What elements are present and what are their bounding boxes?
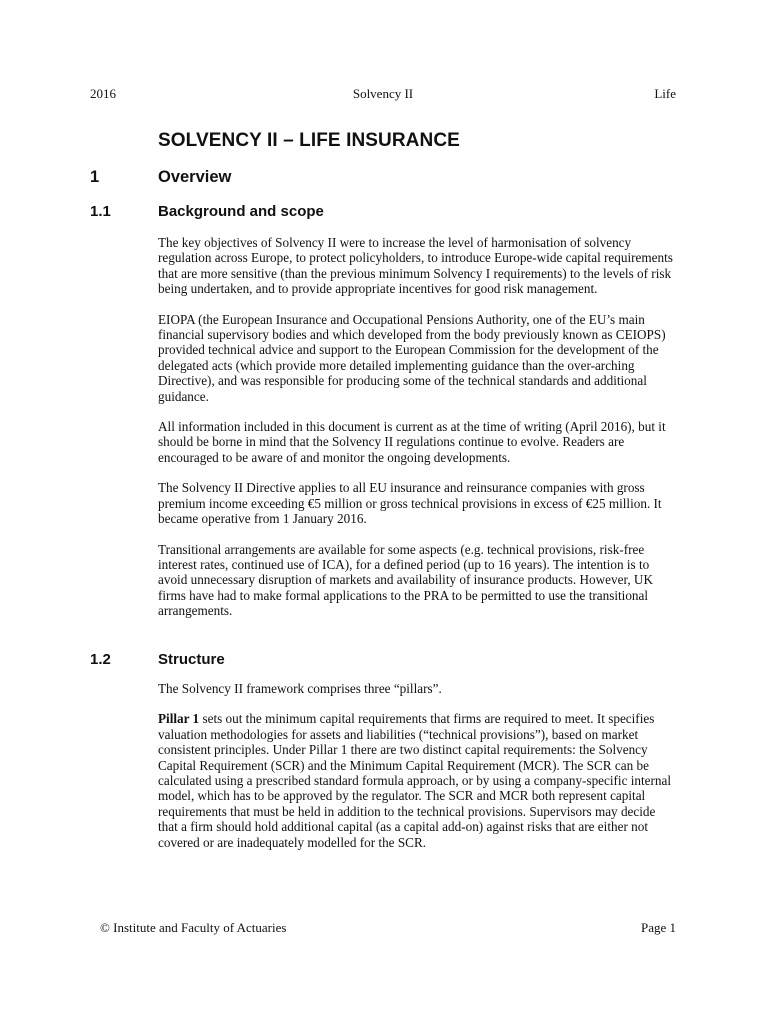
document-title: SOLVENCY II – LIFE INSURANCE	[158, 130, 460, 151]
footer-page-number: Page 1	[640, 920, 676, 935]
page-footer	[100, 920, 676, 938]
section-body-background	[158, 235, 678, 634]
section-body-structure	[158, 681, 678, 865]
header-year: 2016	[90, 86, 116, 101]
section-title: Background and scope	[158, 203, 324, 220]
paragraph: The key objectives of Solvency II were to increase the level of harmonisation of solvency regulation across Europe, to protect policyholders, to introduce Europe-wide capital requirements that are more sensitive (than the previous minimum Solvency I requirements) to the levels of risk being undertaken, and to provide appropriate incentives for good risk management.	[158, 235, 673, 297]
section-title: Overview	[158, 168, 232, 186]
page-header	[90, 86, 676, 104]
paragraph: All information included in this document is current as at the time of writing (April 2016), but it should be borne in mind that the Solvency II regulations continue to evolve. Readers are encouraged to be aware of and monitor the ongoing developments.	[158, 419, 666, 465]
paragraph: EIOPA (the European Insurance and Occupational Pensions Authority, one of the EU’s main financial supervisory bodies and which developed from the body previously known as CEIOPS) provided technical advice and support to the European Commission for the development of the delegated acts (which provide more detailed implementing guidance than the over-arching Directive), and was responsible for producing some of the technical standards and additional guidance.	[158, 311, 666, 404]
paragraph: The Solvency II framework comprises three “pillars”.	[158, 681, 442, 696]
section-number: 1.2	[90, 651, 111, 668]
pillar-1-label: Pillar 1	[158, 711, 200, 727]
header-section: Life	[654, 86, 676, 101]
paragraph-pillar-1	[158, 711, 678, 850]
footer-copyright: © Institute and Faculty of Actuaries	[100, 920, 287, 935]
header-subject: Solvency II	[352, 86, 414, 101]
section-number: 1.1	[90, 203, 111, 220]
pillar-1-text: sets out the minimum capital requirements that firms are required to meet. It specifies valuation methodologies for assets and liabilities (“technical provisions”), based on market consistent principles. Under Pillar 1 there are two distinct capital requirements: the Solvency Capital Requirement (SCR) and the Minimum Capital Requirement (MCR). The SCR can be calculated using a prescribed standard formula approach, or by using a company-specific internal model, which has to be approved by the regulator. The SCR and MCR both represent capital requirements that must be held in addition to the technical provisions. Supervisors may decide that a firm should hold additional capital (as a capital add-on) against risks that are either not covered or are inadequately modelled for the SCR.	[158, 711, 672, 850]
section-title: Structure	[158, 651, 225, 668]
paragraph: The Solvency II Directive applies to all EU insurance and reinsurance companies with gross premium income exceeding €5 million or gross technical provisions in excess of €25 million. It became operative from 1 January 2016.	[158, 480, 662, 527]
paragraph: Transitional arrangements are available for some aspects (e.g. technical provisions, risk-free interest rates, continued use of ICA), for a defined period (up to 16 years). The intention is to avoid unnecessary disruption of markets and availability of insurance products. However, UK firms have had to make formal applications to the PRA to be permitted to use the transitional arrangements.	[158, 541, 653, 619]
section-number: 1	[90, 168, 100, 186]
